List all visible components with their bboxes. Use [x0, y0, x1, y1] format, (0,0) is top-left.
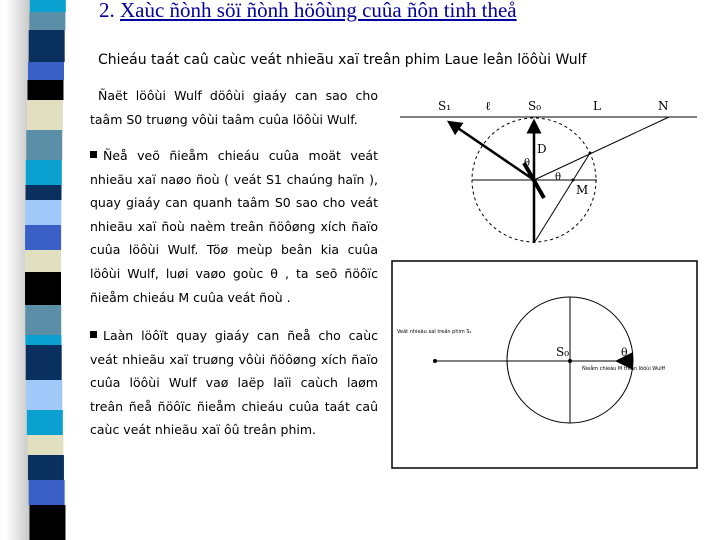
decorative-stripe-bar: [0, 0, 90, 540]
stripe: [25, 272, 61, 305]
label-theta-bottom: θ: [621, 346, 628, 359]
slide-title: 2. Xaùc ñònh söï ñònh höôùng cuûa ñôn tinh theå: [99, 0, 517, 22]
stripe: [26, 380, 62, 410]
stripe: [28, 62, 64, 80]
label-theta-2: θ: [555, 172, 562, 183]
label-s1: S₁: [438, 99, 452, 113]
label-L: L: [593, 99, 601, 113]
stripe: [29, 505, 65, 540]
stripe: [26, 160, 62, 185]
stripe: [27, 410, 63, 435]
stripe: [25, 305, 61, 335]
stripe: [29, 480, 65, 505]
slide-subtitle: Chieáu taát caû caùc veát nhieãu xaï treân phim Laue leân löôùi Wulf: [98, 52, 587, 68]
label-s0-bottom: S₀: [556, 345, 570, 359]
label-M: M: [576, 183, 589, 197]
stripe: [25, 335, 61, 345]
stripe: [25, 225, 61, 250]
stripe: [26, 130, 62, 160]
stripe: [28, 455, 64, 480]
label-spot-s1: Veát nhieãu xaï treân phim S₁: [397, 329, 472, 335]
paragraph-1: Ñaët löôùi Wulf döôùi giaáy can sao cho taâm S0 truøng vôùi taâm cuûa löôùi Wulf.: [90, 88, 378, 127]
stripe: [28, 80, 64, 100]
label-l-small: ℓ: [485, 99, 491, 113]
stripe: [26, 345, 62, 380]
stripe: [27, 435, 63, 455]
stripe: [30, 0, 66, 12]
stripe: [25, 200, 61, 225]
label-D: D: [537, 142, 547, 156]
label-projection-m: Ñieåm chieáu M treân löôùi Wulff: [582, 366, 666, 372]
label-s0: S₀: [528, 99, 542, 113]
paragraph-2: Ñeå veõ ñieåm chieáu cuûa moät veát nhieãu xaï naøo ñoù ( veát S1 chaúng haïn ), quay giaáy can quanh taâm S0 sao cho veát nhieãu xaï ñoù naèm treân ñöôøng xích ñaïo cuûa löôùi Wulf. Töø meùp beân kia cuûa löôùi Wulf, luøi vaøo goùc θ , ta seõ ñöôïc ñieåm chieáu M cuûa veát ñoù .: [90, 148, 378, 305]
stripe: [25, 185, 61, 200]
stripe: [29, 30, 65, 62]
bullet-icon: [90, 331, 97, 338]
bullet-icon: [90, 151, 97, 158]
stripe: [29, 12, 65, 30]
stripe: [25, 250, 61, 272]
stripe: [27, 100, 63, 130]
paragraph-3: Laàn löôït quay giaáy can ñeå cho caùc veát nhieãu xaï truøng vôùi ñöôøng xích ñaïo cuûa löôùi Wulf vaø laëp laïi caùch laøm treân ñeå ñöôïc ñieåm chieáu cuûa taát caû caùc veát nhieãu xaï ôû treân phim.: [90, 328, 378, 438]
label-theta-1: θ: [524, 158, 531, 169]
label-N: N: [658, 99, 669, 113]
